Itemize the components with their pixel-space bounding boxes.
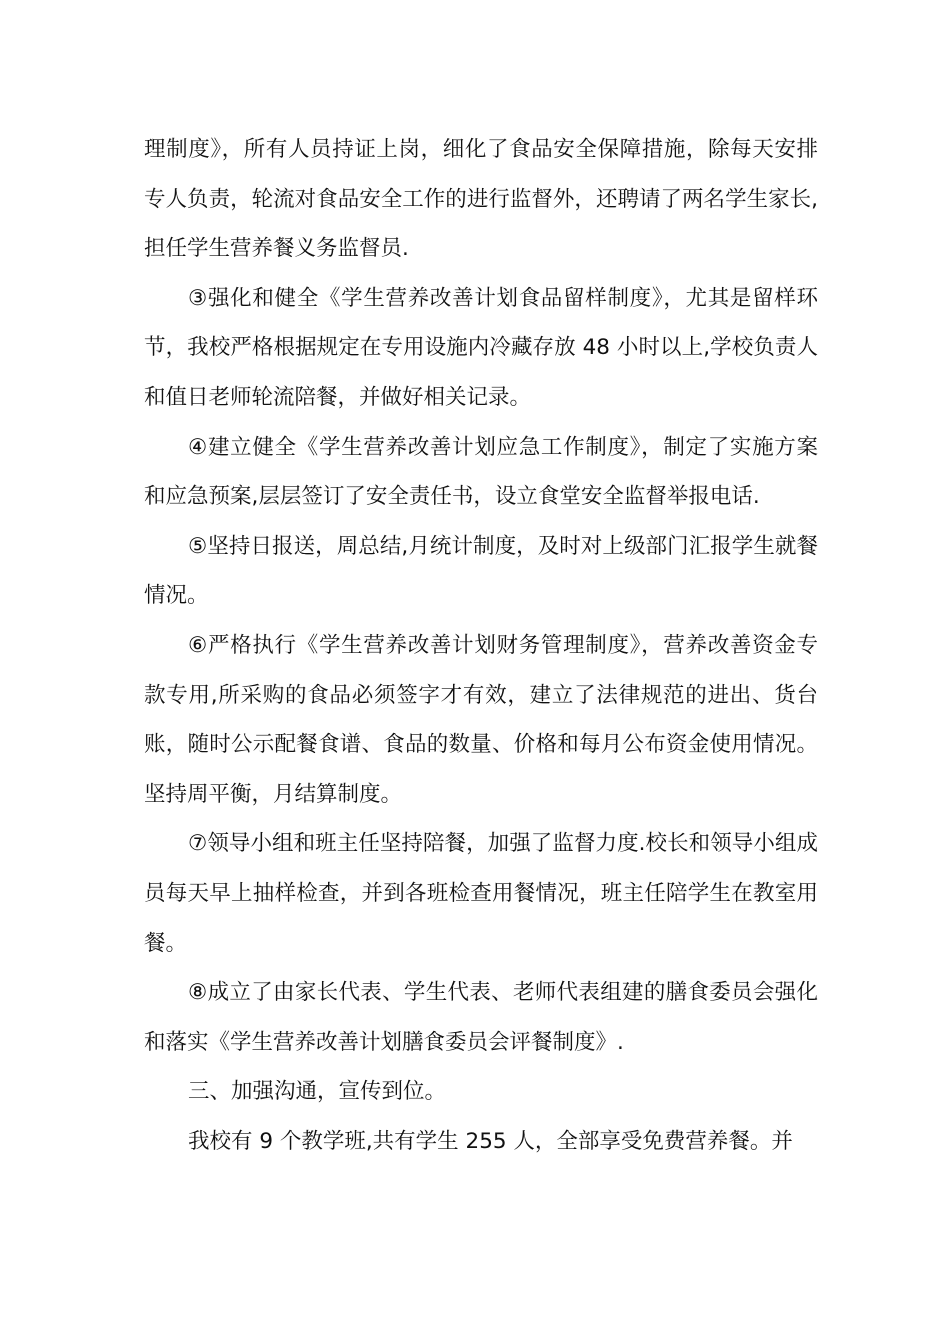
paragraph-2: ③强化和健全《学生营养改善计划食品留样制度》，尤其是留样环节，我校严格根据规定在专用设施内冷藏存放 48 小时以上,学校负责人和值日老师轮流陪餐，并做好相关记录。 [144, 285, 818, 410]
paragraph-7: ⑧成立了由家长代表、学生代表、老师代表组建的膳食委员会强化和落实《学生营养改善计划膳食委员会评餐制度》. [144, 980, 818, 1055]
paragraph-3: ④建立健全《学生营养改善计划应急工作制度》，制定了实施方案和应急预案,层层签订了安全责任书，设立食堂安全监督举报电话. [144, 434, 818, 510]
paragraph-1: 理制度》，所有人员持证上岗，细化了食品安全保障措施，除每天安排专人负责，轮流对食品安全工作的进行监督外，还聘请了两名学生家长,担任学生营养餐义务监督员. [144, 137, 818, 262]
paragraph-4: ⑤坚持日报送，周总结,月统计制度，及时对上级部门汇报学生就餐情况。 [144, 533, 818, 609]
paragraph-6: ⑦领导小组和班主任坚持陪餐，加强了监督力度.校长和领导小组成员每天早上抽样检查，并到各班检查用餐情况，班主任陪学生在教室用餐。 [144, 831, 818, 956]
document-page [144, 125, 818, 1166]
paragraph-8: 我校有 9 个教学班,共有学生 255 人，全部享受免费营养餐。并 [188, 1128, 793, 1154]
section-heading: 三、加强沟通，宣传到位。 [188, 1079, 447, 1105]
paragraph-5: ⑥严格执行《学生营养改善计划财务管理制度》，营养改善资金专款专用,所采购的食品必须签字才有效，建立了法律规范的进出、货台账，随时公示配餐食谱、食品的数量、价格和每月公布资金使用情况。坚持周平衡，月结算制度。 [144, 632, 818, 807]
